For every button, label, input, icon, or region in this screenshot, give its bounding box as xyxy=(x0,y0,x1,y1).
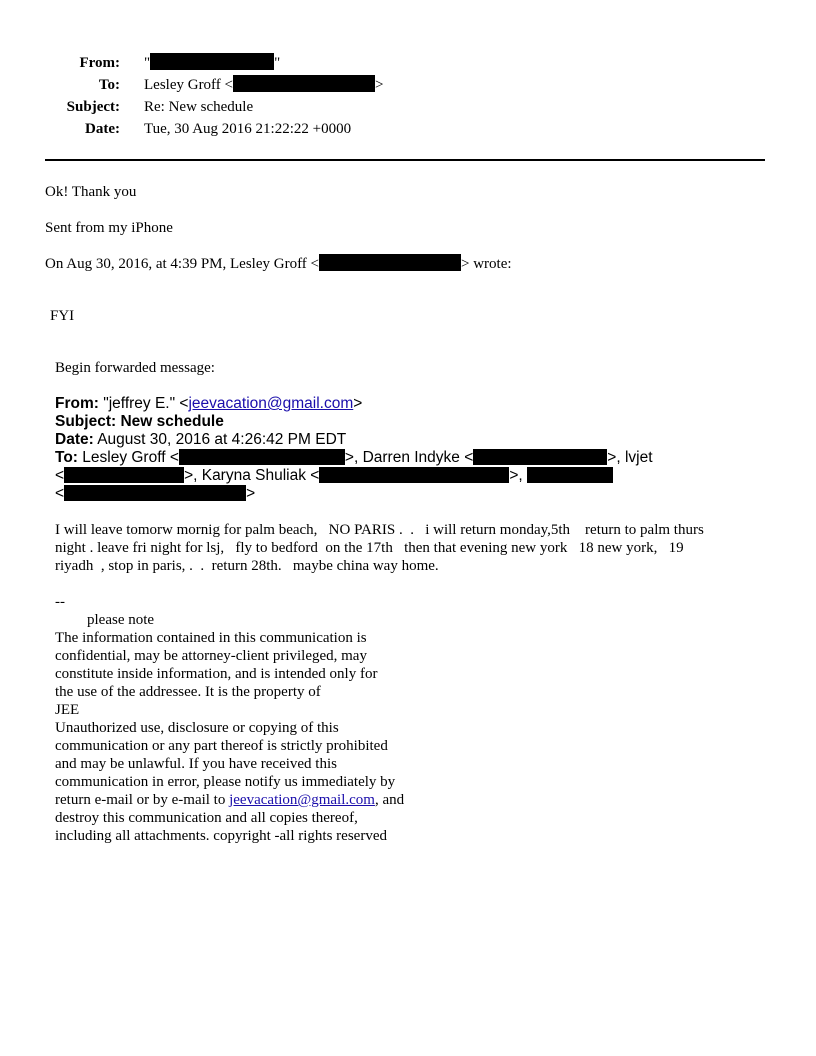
fwd-to-recipient-3: >, lvjet xyxy=(607,449,653,466)
fwd-to-line-3 xyxy=(55,485,765,503)
message-line: riyadh , stop in paris, . . return 28th. maybe china way home. xyxy=(55,558,439,574)
redaction-box xyxy=(179,449,345,465)
disclaimer-email-link[interactable]: jeevacation@gmail.com xyxy=(229,792,375,808)
header-subject-value: Re: New schedule xyxy=(144,99,254,115)
disclaimer-line xyxy=(55,791,404,809)
redaction-box xyxy=(527,467,613,483)
quote-suffix: > wrote: xyxy=(461,256,512,272)
fwd-to-label: To: xyxy=(55,449,78,466)
fwd-to-bracket: < xyxy=(55,467,65,484)
disclaimer-block xyxy=(55,593,404,845)
disclaimer-line-suffix: , and xyxy=(374,792,405,808)
disclaimer-line: destroy this communication and all copies thereof, xyxy=(55,810,358,826)
fwd-to-recipient-1: Lesley Groff < xyxy=(82,449,179,466)
fwd-from-label: From: xyxy=(55,395,99,412)
reply-signature: Sent from my iPhone xyxy=(45,220,173,236)
redaction-box xyxy=(150,53,274,70)
fwd-to-line-2 xyxy=(55,467,765,485)
disclaimer-line: including all attachments. copyright -all rights reserved xyxy=(55,828,387,844)
disclaimer-line: and may be unlawful. If you have received this xyxy=(55,756,337,772)
header-divider xyxy=(45,159,765,161)
fwd-subject-line xyxy=(55,413,765,431)
message-line: night . leave fri night for lsj, fly to bedford on the 17th then that evening new york 18 new york, 19 xyxy=(55,540,684,556)
to-bracket-close: > xyxy=(375,77,384,93)
fwd-to-recipient-4: >, Karyna Shuliak < xyxy=(184,467,320,484)
disclaimer-line: communication in error, please notify us immediately by xyxy=(55,774,396,790)
fwd-to-separator: >, xyxy=(509,467,523,484)
disclaimer-line: the use of the addressee. It is the property of xyxy=(55,684,321,700)
quote-prefix: On Aug 30, 2016, at 4:39 PM, Lesley Groff < xyxy=(45,256,319,272)
disclaimer-line: Unauthorized use, disclosure or copying of this xyxy=(55,720,339,736)
header-from-row xyxy=(20,52,420,74)
forwarded-header xyxy=(55,395,765,503)
redaction-box xyxy=(319,254,461,271)
fwd-from-suffix: > xyxy=(353,395,363,412)
signature-dash: -- xyxy=(55,594,65,610)
redaction-box xyxy=(64,467,184,483)
header-from-value xyxy=(144,52,280,74)
from-quote-close: " xyxy=(274,55,281,71)
redaction-box xyxy=(473,449,607,465)
to-recipient: Lesley Groff < xyxy=(144,77,233,93)
header-to-row xyxy=(20,74,420,96)
fwd-to-bracket-close: > xyxy=(246,485,256,502)
disclaimer-line: JEE xyxy=(55,702,80,718)
reply-text: Ok! Thank you xyxy=(45,184,137,200)
disclaimer-line: constitute inside information, and is intended only for xyxy=(55,666,378,682)
begin-forwarded-text: Begin forwarded message: xyxy=(55,360,215,376)
header-from-label: From: xyxy=(79,55,120,71)
fwd-from-line xyxy=(55,395,765,413)
fwd-from-name: "jeffrey E." < xyxy=(103,395,189,412)
header-to-value xyxy=(144,74,383,96)
fyi-text: FYI xyxy=(50,308,75,324)
redaction-box xyxy=(64,485,246,501)
from-quote-open: " xyxy=(144,55,151,71)
fwd-date-value: August 30, 2016 at 4:26:42 PM EDT xyxy=(97,431,347,448)
disclaimer-line: confidential, may be attorney-client privileged, may xyxy=(55,648,367,664)
fwd-date-line xyxy=(55,431,765,449)
header-subject-row xyxy=(20,96,420,118)
fwd-date-label: Date: xyxy=(55,431,94,448)
disclaimer-line: The information contained in this communication is xyxy=(55,630,367,646)
fwd-subject-value: New schedule xyxy=(120,413,224,430)
header-subject-label: Subject: xyxy=(66,99,120,115)
please-note: please note xyxy=(87,612,155,628)
quote-attribution xyxy=(45,253,512,275)
fwd-from-email-link[interactable]: jeevacation@gmail.com xyxy=(188,395,354,412)
header-date-label: Date: xyxy=(85,121,120,137)
message-body xyxy=(55,521,765,575)
fwd-to-recipient-2: >, Darren Indyke < xyxy=(344,449,474,466)
message-line: I will leave tomorw mornig for palm beach, NO PARIS . . i will return monday,5th return to palm thurs xyxy=(55,522,704,538)
header-to-label: To: xyxy=(98,77,120,93)
fwd-to-line xyxy=(55,449,765,467)
disclaimer-line-prefix: return e-mail or by e-mail to xyxy=(55,792,230,808)
redaction-box xyxy=(233,75,375,92)
disclaimer-line: communication or any part thereof is strictly prohibited xyxy=(55,738,388,754)
header-date-row xyxy=(20,118,420,140)
fwd-to-bracket: < xyxy=(55,485,65,502)
header-date-value: Tue, 30 Aug 2016 21:22:22 +0000 xyxy=(144,121,352,137)
fwd-subject-label: Subject: xyxy=(55,413,117,430)
redaction-box xyxy=(319,467,509,483)
